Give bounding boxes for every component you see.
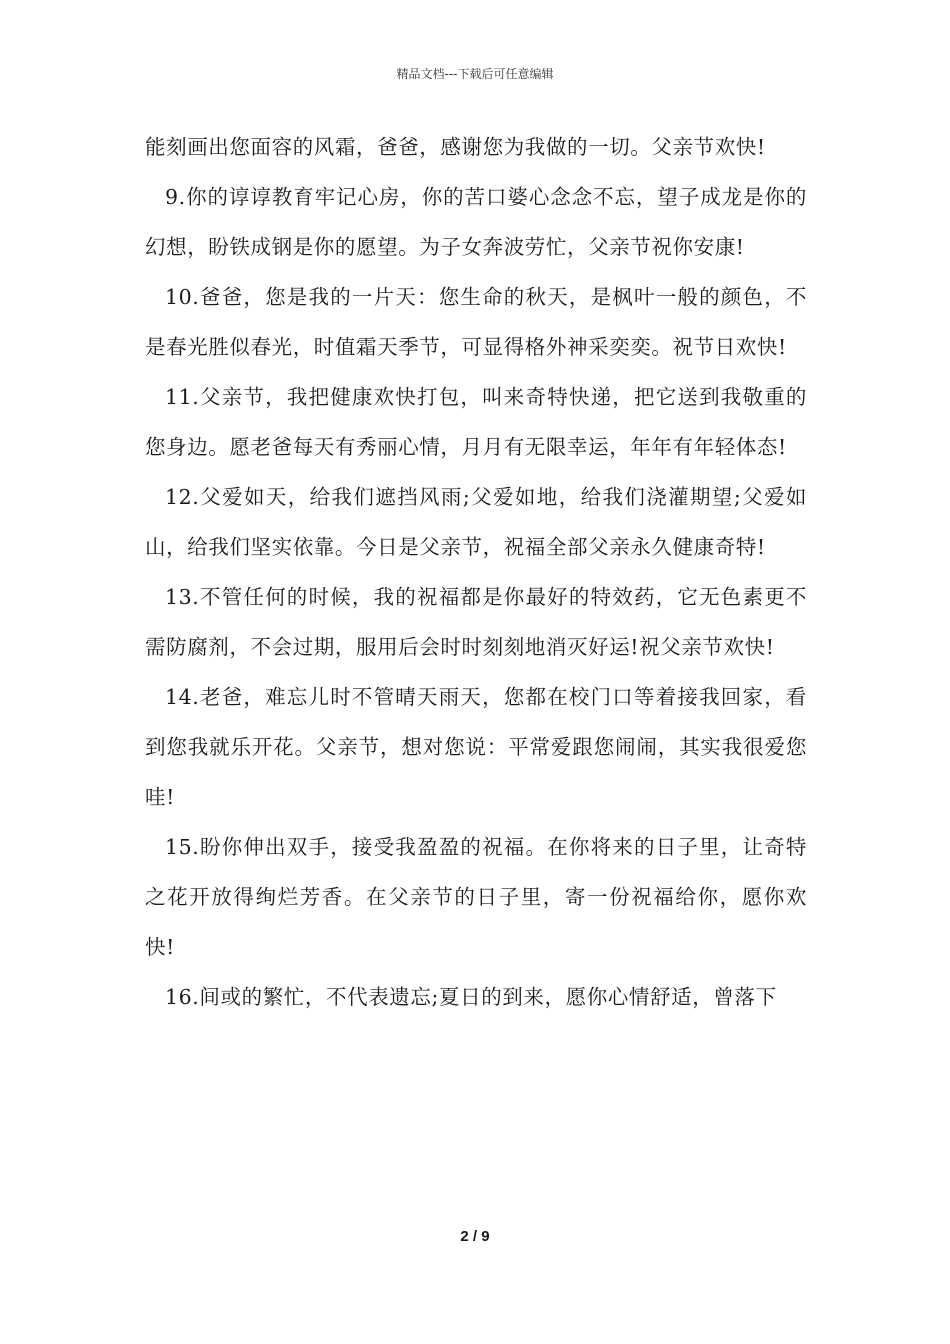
document-body	[145, 122, 807, 1022]
paragraph-item-15: 15.盼你伸出双手，接受我盈盈的祝福。在你将来的日子里，让奇特之花开放得绚烂芳香。在父亲节的日子里，寄一份祝福给你，愿你欢快!	[145, 835, 807, 959]
paragraph-continuation: 能刻画出您面容的风霜，爸爸，感谢您为我做的一切。父亲节欢快!	[145, 135, 766, 159]
paragraph-item-13: 13.不管任何的时候，我的祝福都是你最好的特效药，它无色素更不需防腐剂，不会过期，服用后会时时刻刻地消灭好运!祝父亲节欢快!	[145, 585, 807, 659]
paragraph-item-11: 11.父亲节，我把健康欢快打包，叫来奇特快递，把它送到我敬重的您身边。愿老爸每天有秀丽心情，月月有无限幸运，年年有年轻体态!	[145, 385, 807, 459]
paragraph-item-14: 14.老爸，难忘儿时不管晴天雨天，您都在校门口等着接我回家，看到您我就乐开花。父亲节，想对您说：平常爱跟您闹闹，其实我很爱您哇!	[145, 685, 807, 809]
paragraph-item-12: 12.父爱如天，给我们遮挡风雨;父爱如地，给我们浇灌期望;父爱如山，给我们坚实依靠。今日是父亲节，祝福全部父亲永久健康奇特!	[145, 485, 807, 559]
paragraph-item-16: 16.间或的繁忙，不代表遗忘;夏日的到来，愿你心情舒适，曾落下	[165, 985, 777, 1009]
paragraph-item-9: 9.你的谆谆教育牢记心房，你的苦口婆心念念不忘，望子成龙是你的幻想，盼铁成钢是你的愿望。为子女奔波劳忙，父亲节祝你安康!	[145, 185, 807, 259]
page-header: 精品文档---下载后可任意编辑	[396, 67, 554, 81]
page-number: 2 / 9	[460, 1228, 490, 1245]
paragraph-item-10: 10.爸爸，您是我的一片天：您生命的秋天，是枫叶一般的颜色，不是春光胜似春光，时值霜天季节，可显得格外神采奕奕。祝节日欢快!	[145, 285, 807, 359]
